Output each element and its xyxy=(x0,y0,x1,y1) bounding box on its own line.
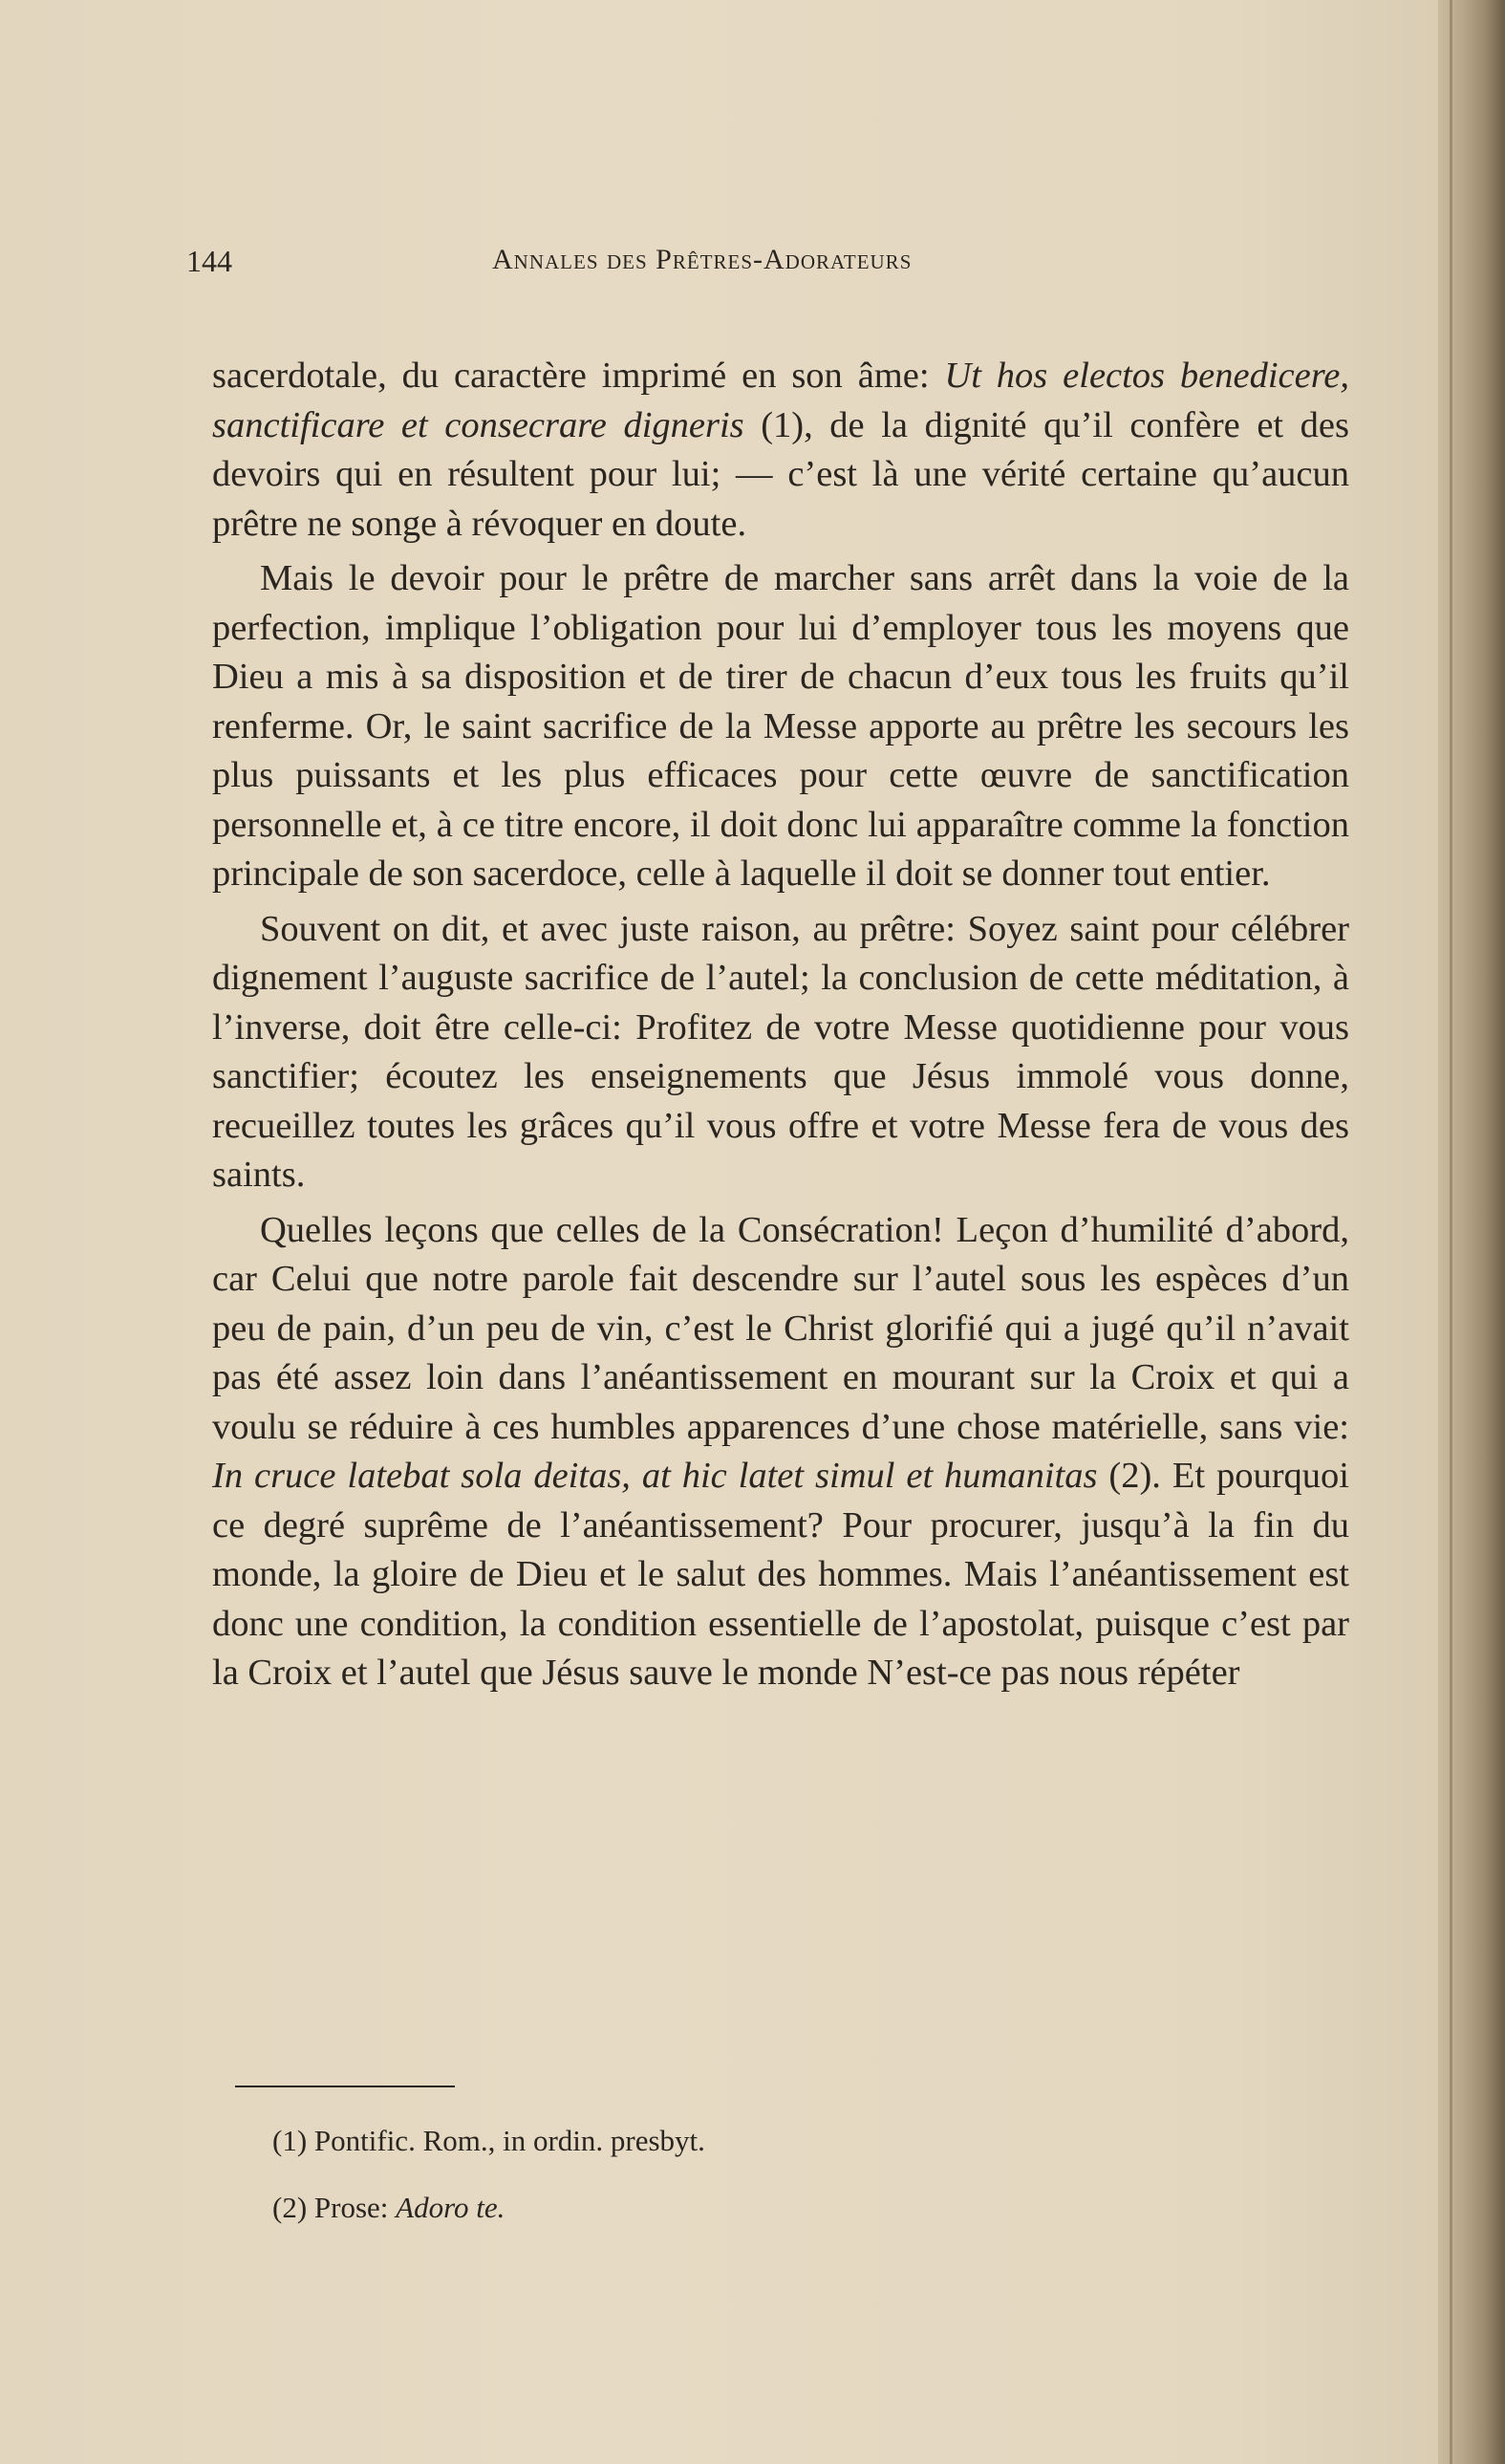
footnotes xyxy=(272,2107,1132,2241)
paragraph xyxy=(212,554,1349,899)
paragraph xyxy=(212,352,1349,549)
paragraph-text: Mais le devoir pour le prêtre de marcher sans arrêt dans la voie de la perfection, implique l’obligation pour lui d’employer tous les moyens que Dieu a mis à sa disposition et de tirer de chacun d’eux tous les fruits qu’il renferme. Or, le saint sacrifice de la Messe apporte au prêtre les secours les plus puissants et les plus efficaces pour cette œuvre de sanctification personnelle et, à ce titre encore, il doit donc lui apparaître comme la fonction principale de son sacerdoce, celle à laquelle il doit se donner tout entier. xyxy=(212,558,1349,894)
footnote-italic-text: Adoro te. xyxy=(396,2191,505,2224)
footnote xyxy=(272,2107,1132,2174)
book-title: Annales des Prêtres-Adorateurs xyxy=(492,244,913,275)
body-text xyxy=(212,352,1349,1704)
paragraph-text: sacerdotale, du caractère imprimé en son âme: xyxy=(212,356,945,396)
paragraph-text: (2). Et pourquoi ce degré suprême de l’anéantissement? Pour procurer, jusqu’à la fin du monde, la gloire de Dieu et le salut des hommes. Mais l’anéantissement est donc une condition, la condition essentielle de l’apostolat, puisque c’est par la Croix et l’autel que Jésus sauve le monde N’est-ce pas nous répéter xyxy=(212,1456,1349,1693)
paragraph xyxy=(212,1206,1349,1698)
footnote-text: Prose: xyxy=(313,2191,397,2224)
footnote-marker: (2) xyxy=(272,2191,314,2224)
page-number: 144 xyxy=(186,244,232,278)
paragraph xyxy=(212,905,1349,1200)
latin-quote: In cruce latebat sola deitas, at hic latet simul et humanitas xyxy=(212,1456,1098,1496)
running-head xyxy=(186,244,1065,292)
latin-quote: Ut hos electos benedicere, sanctificare et consecrare digneris xyxy=(212,356,1349,445)
footnote xyxy=(272,2174,1132,2241)
footnote-text: Pontific. Rom., in ordin. presbyt. xyxy=(313,2124,705,2157)
paragraph-text: Quelles leçons que celles de la Consécration! Leçon d’humilité d’abord, car Celui que notre parole fait descendre sur l’autel sous les espèces d’un peu de pain, d’un peu de vin, c’est le Christ glorifié qui a jugé qu’il n’avait pas été assez loin dans l’anéantissement en mourant sur la Croix et qui a voulu se réduire à ces humbles apparences d’une chose matérielle, sans vie: xyxy=(212,1209,1349,1447)
footnote-separator xyxy=(235,2086,455,2087)
paragraph-text: Souvent on dit, et avec juste raison, au prêtre: Soyez saint pour célébrer dignement l’auguste sacrifice de l’autel; la conclusion de cette méditation, à l’inverse, doit être celle-ci: Profitez de votre Messe quotidienne pour vous sanctifier; écoutez les enseignements que Jésus immolé vous donne, recueillez toutes les grâces qu’il vous offre et votre Messe fera de vous des saints. xyxy=(212,908,1349,1195)
paragraph-text: (1), de la dignité qu’il confère et des devoirs qui en résultent pour lui; — c’est là une vérité certaine qu’aucun prêtre ne songe à révoquer en doute. xyxy=(212,404,1349,544)
footnote-marker: (1) xyxy=(272,2124,314,2157)
page-binding-edge xyxy=(1438,0,1505,2464)
